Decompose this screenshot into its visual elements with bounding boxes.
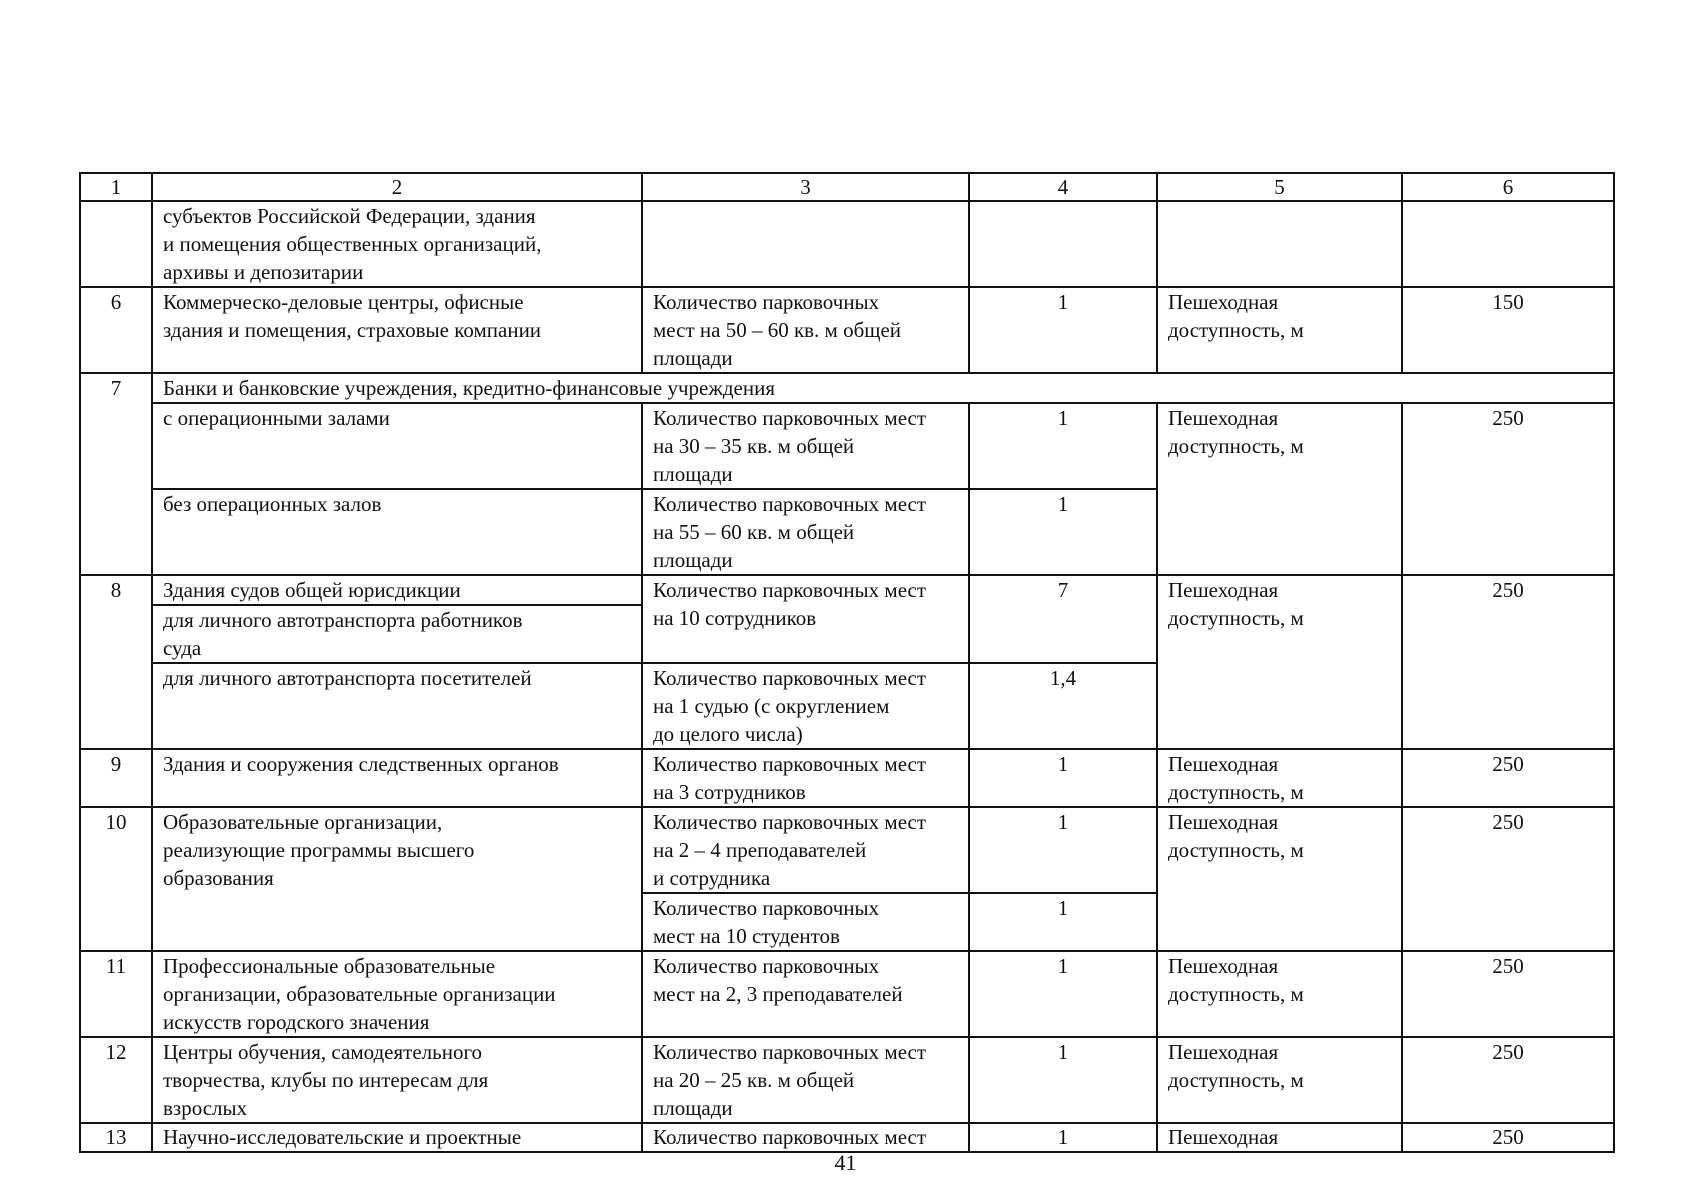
count-cell: 1: [969, 951, 1157, 1037]
row-number-cell: 13: [80, 1123, 152, 1152]
unit-cell: Количество парковочных мест на 10 студентов: [642, 893, 969, 951]
unit-cell: Количество парковочных мест: [642, 1123, 969, 1152]
object-name-cell: Коммерческо-деловые центры, офисные здания и помещения, страховые компании: [152, 287, 642, 373]
distance-cell: 250: [1402, 951, 1614, 1037]
count-cell: 1: [969, 1037, 1157, 1123]
unit-cell: Количество парковочных мест на 3 сотрудников: [642, 749, 969, 807]
row-number-cell: 9: [80, 749, 152, 807]
object-name-cell: Научно-исследовательские и проектные: [152, 1123, 642, 1152]
group-title-cell: Банки и банковские учреждения, кредитно-финансовые учреждения: [152, 373, 1614, 403]
access-cell: [1157, 201, 1402, 287]
object-name-cell: Профессиональные образовательные организации, образовательные организации искусств городского значения: [152, 951, 642, 1037]
table-row: [80, 201, 1614, 287]
table-row: [80, 951, 1614, 1037]
column-number: 2: [152, 173, 642, 201]
object-name-cell: Здания и сооружения следственных органов: [152, 749, 642, 807]
column-number: 3: [642, 173, 969, 201]
unit-cell: Количество парковочных мест на 20 – 25 кв. м общей площади: [642, 1037, 969, 1123]
row-number-cell: 12: [80, 1037, 152, 1123]
distance-cell: 250: [1402, 1123, 1614, 1152]
count-cell: 7: [969, 575, 1157, 663]
distance-cell: 250: [1402, 403, 1614, 575]
unit-cell: Количество парковочных мест на 1 судью (с округлением до целого числа): [642, 663, 969, 749]
count-cell: 1: [969, 287, 1157, 373]
access-cell: Пешеходная: [1157, 1123, 1402, 1152]
access-cell: Пешеходная доступность, м: [1157, 1037, 1402, 1123]
table-row: [80, 1037, 1614, 1123]
count-cell: 1,4: [969, 663, 1157, 749]
row-number-cell: 7: [80, 373, 152, 575]
object-name-cell: без операционных залов: [152, 489, 642, 575]
column-number: 4: [969, 173, 1157, 201]
object-name-cell: Образовательные организации, реализующие программы высшего образования: [152, 807, 642, 951]
object-name-cell: Центры обучения, самодеятельного творчества, клубы по интересам для взрослых: [152, 1037, 642, 1123]
distance-cell: 250: [1402, 575, 1614, 749]
row-number-cell: 10: [80, 807, 152, 951]
distance-cell: 250: [1402, 807, 1614, 951]
count-cell: 1: [969, 403, 1157, 489]
column-number: 5: [1157, 173, 1402, 201]
unit-cell: [642, 201, 969, 287]
parking-norms-table: [79, 172, 1615, 1153]
count-cell: 1: [969, 807, 1157, 893]
row-number-cell: [80, 201, 152, 287]
count-cell: 1: [969, 489, 1157, 575]
object-name-cell: субъектов Российской Федерации, здания и помещения общественных организаций, архивы и депозитарии: [152, 201, 642, 287]
row-number-cell: 11: [80, 951, 152, 1037]
count-cell: [969, 201, 1157, 287]
distance-cell: 250: [1402, 749, 1614, 807]
distance-cell: 250: [1402, 1037, 1614, 1123]
table-row: [80, 287, 1614, 373]
unit-cell: Количество парковочных мест на 55 – 60 кв. м общей площади: [642, 489, 969, 575]
table-row: [80, 1123, 1614, 1152]
count-cell: 1: [969, 893, 1157, 951]
table-row: [80, 373, 1614, 403]
row-number-cell: 8: [80, 575, 152, 749]
access-cell: Пешеходная доступность, м: [1157, 951, 1402, 1037]
count-cell: 1: [969, 1123, 1157, 1152]
access-cell: Пешеходная доступность, м: [1157, 575, 1402, 749]
page-number: 41: [834, 1150, 857, 1175]
unit-cell: Количество парковочных мест на 2 – 4 преподавателей и сотрудника: [642, 807, 969, 893]
table-row: [80, 807, 1614, 893]
unit-cell: Количество парковочных мест на 50 – 60 кв. м общей площади: [642, 287, 969, 373]
distance-cell: 150: [1402, 287, 1614, 373]
table-row: [80, 575, 1614, 605]
count-cell: 1: [969, 749, 1157, 807]
access-cell: Пешеходная доступность, м: [1157, 807, 1402, 951]
column-number: 6: [1402, 173, 1614, 201]
object-name-cell: для личного автотранспорта работников суда: [152, 605, 642, 663]
table-row: [80, 403, 1614, 489]
object-name-cell: с операционными залами: [152, 403, 642, 489]
unit-cell: Количество парковочных мест на 30 – 35 кв. м общей площади: [642, 403, 969, 489]
object-name-cell: для личного автотранспорта посетителей: [152, 663, 642, 749]
unit-cell: Количество парковочных мест на 2, 3 преподавателей: [642, 951, 969, 1037]
column-number-row: [80, 173, 1614, 201]
access-cell: Пешеходная доступность, м: [1157, 403, 1402, 575]
access-cell: Пешеходная доступность, м: [1157, 287, 1402, 373]
access-cell: Пешеходная доступность, м: [1157, 749, 1402, 807]
unit-cell: Количество парковочных мест на 10 сотрудников: [642, 575, 969, 663]
distance-cell: [1402, 201, 1614, 287]
object-name-cell: Здания судов общей юрисдикции: [152, 575, 642, 605]
column-number: 1: [80, 173, 152, 201]
table-row: [80, 749, 1614, 807]
row-number-cell: 6: [80, 287, 152, 373]
